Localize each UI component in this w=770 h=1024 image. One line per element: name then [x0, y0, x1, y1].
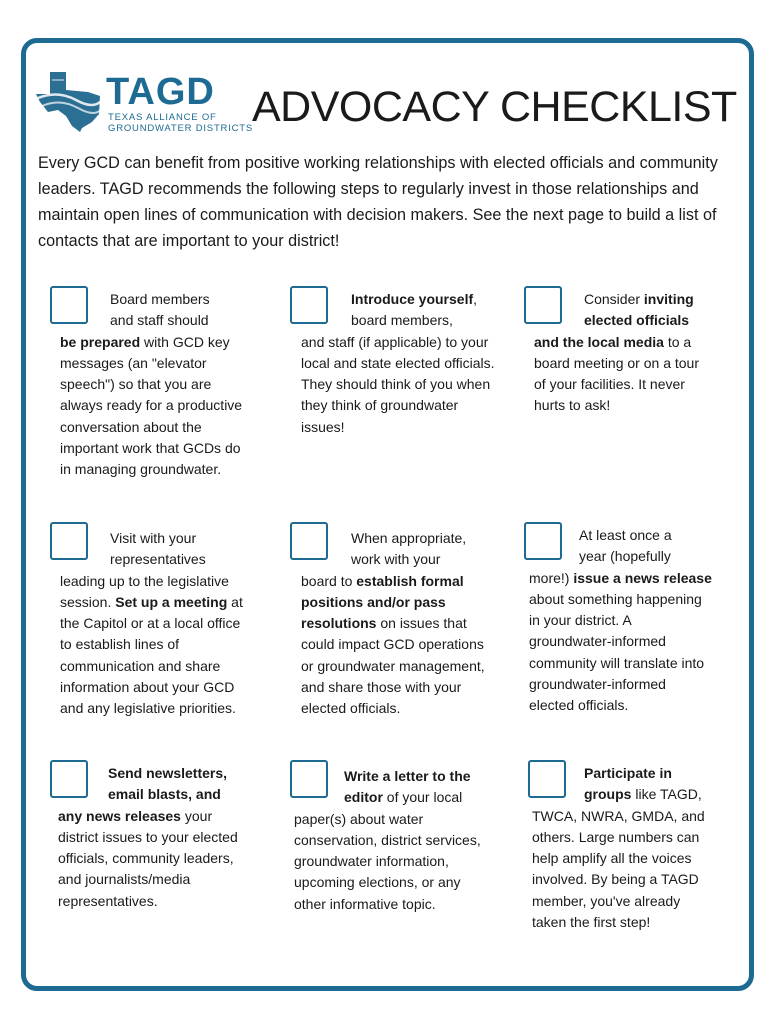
item-text: about something happening in your district. A groundwater-informed community will translate into groundwater-informed elected officials. — [529, 590, 705, 714]
item-introduce-yourself — [301, 289, 497, 438]
item-text: of your local — [382, 789, 463, 806]
item-text: Consider — [584, 291, 644, 307]
item-text: TWCA, NWRA, GMDA, and others. Large numbers can help amplify all the voices involved. By being a TAGD member, you've already taken the first step! — [532, 807, 705, 931]
item-bold: editor — [344, 789, 383, 806]
item-text: Visit with your — [110, 530, 197, 546]
item-invite-officials — [534, 289, 714, 417]
item-bold: elected officials — [584, 312, 690, 329]
item-text: with GCD key messages (an "elevator speech") so that you are always ready for a productive conversation about the important work that GCDs do in managing groundwater. — [60, 333, 243, 478]
item-text: to a board meeting or on a tour of your facilities. It never hurts to ask! — [534, 333, 699, 414]
item-text: and staff should — [110, 312, 209, 329]
item-bold: inviting — [643, 291, 694, 307]
item-bold: Write a letter to the — [344, 768, 471, 784]
item-text: like TAGD, — [631, 786, 702, 803]
logo-subtitle-line-2: GROUNDWATER DISTRICTS — [108, 123, 254, 134]
item-text: When appropriate, — [351, 530, 467, 546]
tagd-logo — [36, 70, 254, 136]
logo-subtitle — [108, 112, 253, 134]
item-text: Board members — [110, 291, 210, 307]
item-participate-groups — [532, 763, 714, 933]
item-text: and staff (if applicable) to your local and state elected officials. They should think of you when they think of groundwater issues! — [301, 333, 495, 435]
item-text: paper(s) about water conservation, district services, groundwater information, upcoming elections, or any other informative topic. — [294, 810, 481, 912]
logo-name: TAGD — [106, 71, 215, 113]
item-text: more!) — [529, 569, 574, 586]
item-text: representatives — [110, 551, 206, 568]
item-bold: email blasts, and — [108, 786, 221, 803]
item-text: year (hopefully — [579, 548, 671, 565]
item-bold: and the local media — [534, 333, 664, 350]
logo-subtitle-line-1: TEXAS ALLIANCE OF — [108, 112, 217, 123]
item-news-release — [529, 525, 714, 717]
item-text: work with your — [351, 551, 441, 568]
item-be-prepared — [60, 289, 248, 481]
item-formal-positions — [301, 528, 485, 720]
item-bold: be prepared — [60, 333, 141, 350]
texas-map-icon — [36, 70, 102, 132]
item-text: your district issues to your elected officials, community leaders, and journalists/media representatives. — [58, 807, 238, 909]
item-visit-representatives — [60, 528, 248, 720]
item-letter-to-editor — [294, 766, 488, 915]
item-bold: any news releases — [58, 807, 181, 824]
intro-paragraph: Every GCD can benefit from positive working relationships with elected officials and community leaders. TAGD recommends the following steps to regularly invest in those relationships and maintain open lines of communication with decision makers. See the next page to build a list of contacts that are important to your district! — [38, 154, 718, 250]
item-text: board members, — [351, 312, 453, 329]
item-newsletters — [58, 763, 248, 912]
item-text: At least once a — [579, 527, 672, 543]
item-bold: issue a news release — [573, 569, 712, 586]
item-bold: groups — [584, 786, 632, 803]
page-title: ADVOCACY CHECKLIST — [252, 83, 737, 131]
item-bold: establish formal positions and/or pass resolutions — [301, 572, 464, 632]
item-bold: Participate in — [584, 765, 672, 781]
item-text: board to — [301, 572, 357, 589]
item-text: leading up to the legislative session. — [60, 572, 229, 610]
item-bold: Introduce yourself — [351, 291, 474, 307]
item-text: on issues that could impact GCD operations or groundwater management, and share those with your elected officials. — [301, 615, 485, 717]
item-bold: Send newsletters, — [108, 765, 228, 781]
item-text: , — [473, 291, 478, 307]
item-text: at the Capitol or at a local office to establish lines of communication and share information about your GCD and any legislative priorities. — [60, 593, 243, 717]
item-bold: Set up a meeting — [115, 593, 228, 610]
